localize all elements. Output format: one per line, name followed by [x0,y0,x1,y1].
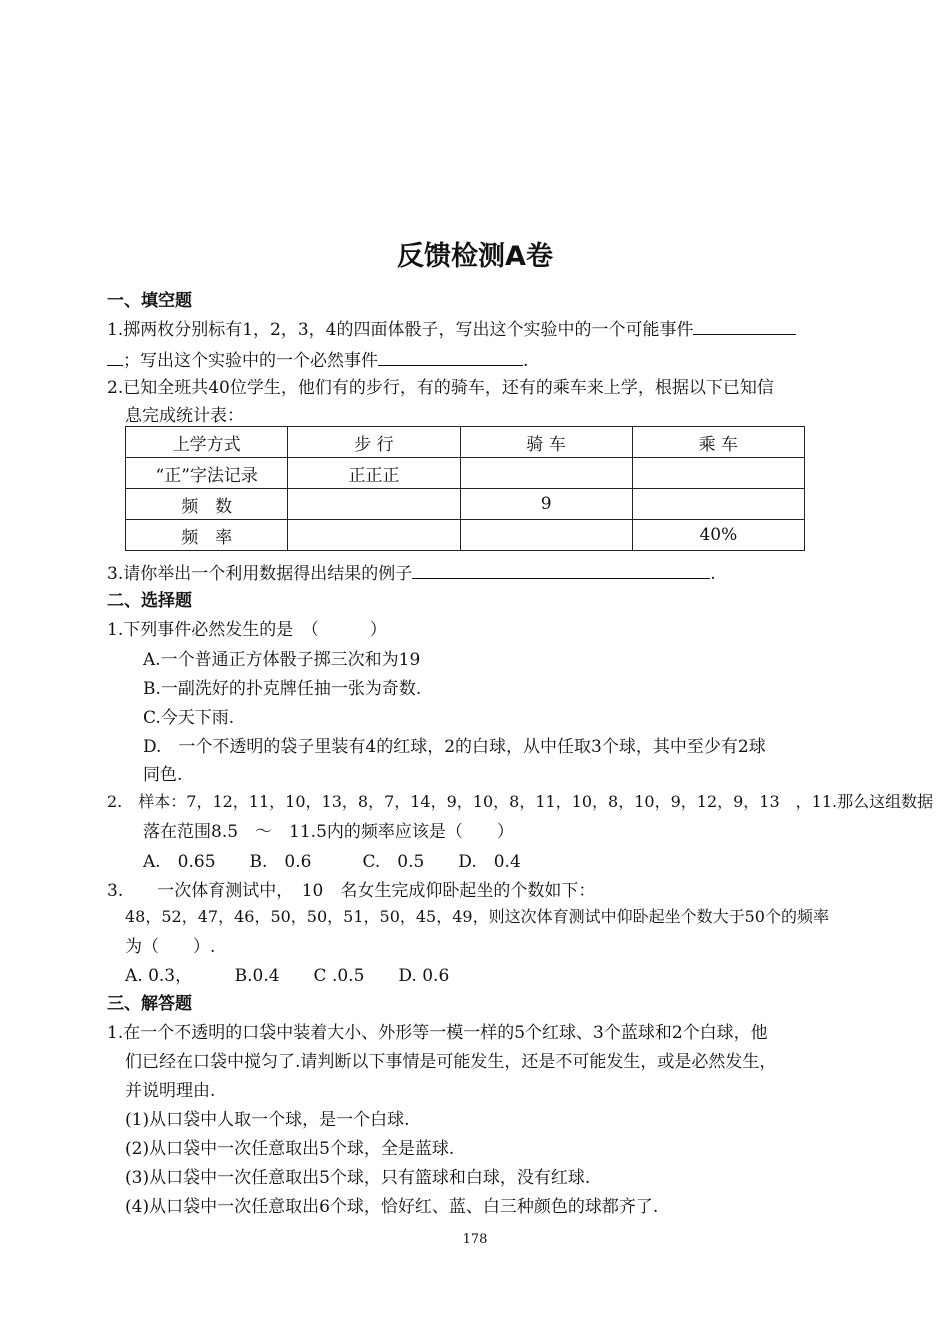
fill-q1-text: 1.掷两枚分别标有1，2，3，4的四面体骰子，写出这个实验中的一个可能事件 [107,320,694,340]
answer-q1-line1: 1.在一个不透明的口袋中装着大小、外形等一模一样的5个红球、3个蓝球和2个白球，他 [107,1023,768,1043]
fill-q1-text2: ；写出这个实验中的一个必然事件 [123,351,378,371]
choice-q3-stem: 3. 一次体育测试中， 10 名女生完成仰卧起坐的个数如下： [107,881,596,901]
table-header-cell: 骑 车 [460,427,632,458]
choice-q1-stem: 1.下列事件必然发生的是 （ ） [107,620,387,640]
table-cell [632,489,804,520]
choice-q1-option-d: D. 一个不透明的袋子里装有4的红球，2的白球，从中任取3个球，其中至少有2球 [143,737,766,757]
table-cell [288,520,460,551]
choice-q1-option-b: B.一副洗好的扑克牌任抽一张为奇数. [143,679,422,699]
fill-q1-line1 [107,315,796,340]
answer-q1-line2: 们已经在口袋中搅匀了.请判断以下事情是可能发生，还是不可能发生，或是必然发生， [125,1052,777,1072]
answer-q1-part4: (4)从口袋中一次任意取出6个球，恰好红、蓝、白三种颜色的球都齐了. [125,1197,659,1217]
choice-q3-options: A. 0.3， B.0.4 C .0.5 D. 0.6 [125,966,450,986]
section-answer-heading: 三、解答题 [107,994,192,1014]
page-title: 反馈检测A卷 [397,241,553,272]
fill-q3-blank [412,563,710,579]
table-cell [460,458,632,489]
page-number: 178 [462,1232,488,1247]
fill-q1-line2 [107,346,528,371]
fill-q1-blank2 [378,350,523,366]
table-cell [632,458,804,489]
stats-table [125,426,805,551]
table-row [126,520,805,551]
fill-q2-line1: 2.已知全班共40位学生，他们有的步行，有的骑车，还有的乘车来上学，根据以下已知信 [107,378,774,398]
table-cell: 频 率 [126,520,288,551]
choice-q2-stem-cont: 落在范围8.5 ～ 11.5内的频率应该是（ ） [143,822,514,842]
table-header-cell: 上学方式 [126,427,288,458]
fill-q3-end: . [710,564,716,584]
section-fill-heading: 一、填空题 [107,291,192,311]
answer-q1-line3: 并说明理由. [125,1081,216,1101]
section-choice-heading: 二、选择题 [107,591,192,611]
table-row [126,458,805,489]
table-cell: “正”字法记录 [126,458,288,489]
choice-q2-stem: 2. 样本：7，12，11，10，13，8，7，14，9，10，8，11，10，8，10，9，12，9，13 ，11.那么这组数据 [107,792,934,811]
answer-q1-part2: (2)从口袋中一次任意取出5个球，全是蓝球. [125,1139,455,1159]
table-header-cell: 步 行 [288,427,460,458]
choice-q1-option-c: C.今天下雨. [143,708,235,728]
choice-q1-option-a: A.一个普通正方体骰子掷三次和为19 [143,650,421,670]
fill-q1-end: . [523,351,529,371]
choice-q1-option-d-cont: 同色. [143,765,183,785]
choice-q3-stem-end: 为（ ）. [125,937,216,957]
table-cell [460,520,632,551]
answer-q1-part1: (1)从口袋中人取一个球，是一个白球. [125,1110,410,1130]
fill-q3-text: 3.请你举出一个利用数据得出结果的例子 [107,564,413,584]
fill-q2-line2: 息完成统计表： [125,406,244,426]
table-cell: 正正正 [288,458,460,489]
choice-q2-options: A. 0.65 B. 0.6 C. 0.5 D. 0.4 [143,852,521,872]
table-cell [288,489,460,520]
table-header-row [126,427,805,458]
table-cell: 40% [632,520,804,551]
choice-q3-data: 48，52，47，46，50，50，51，50，45，49，则这次体育测试中仰卧起坐个数大于50个的频率 [125,907,829,926]
table-header-cell: 乘 车 [632,427,804,458]
table-row [126,489,805,520]
fill-q1-blank1 [693,319,796,335]
answer-q1-part3: (3)从口袋中一次任意取出5个球，只有篮球和白球，没有红球. [125,1168,591,1188]
table-cell: 9 [460,489,632,520]
table-cell: 频 数 [126,489,288,520]
fill-q1-blank1-cont [107,350,123,366]
fill-q3-line [107,559,716,584]
